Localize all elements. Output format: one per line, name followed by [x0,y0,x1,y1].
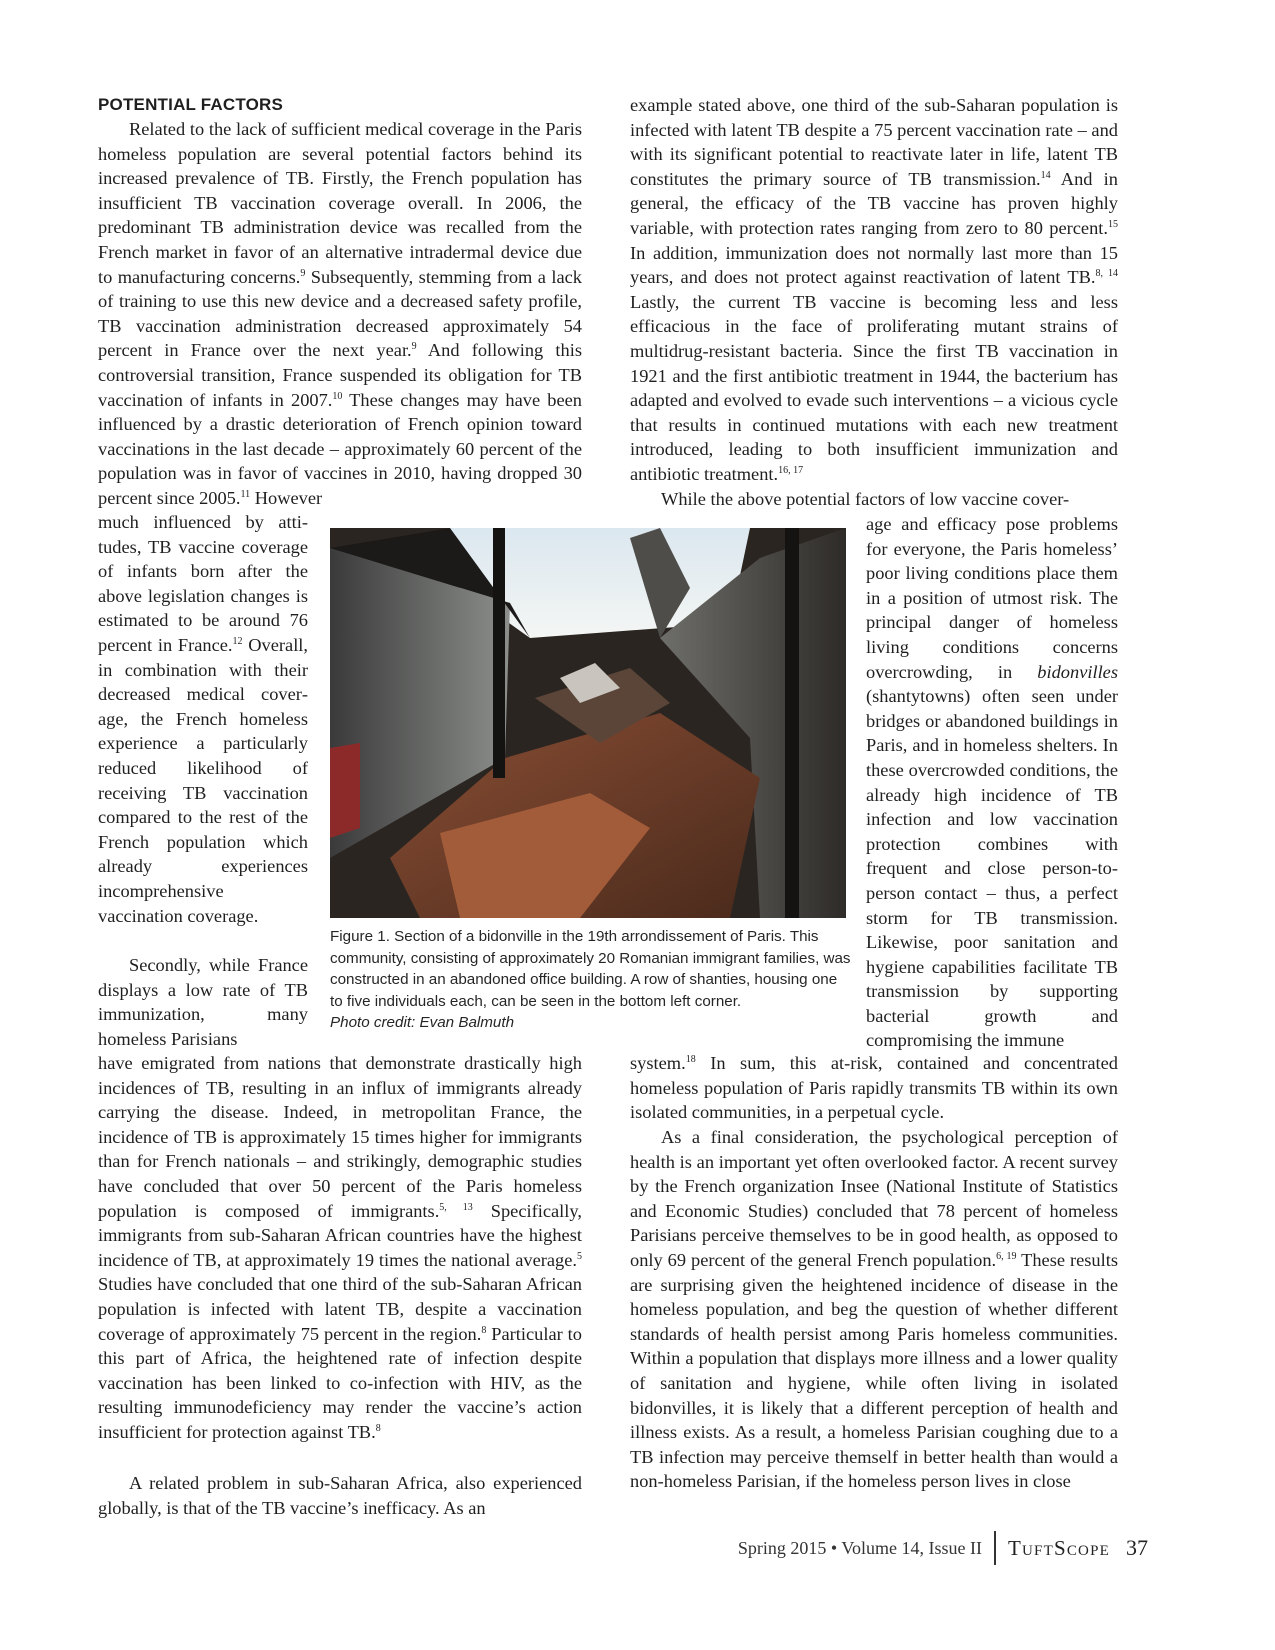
right-paragraph-2 [630,1051,1118,1125]
reference-marker: 10 [332,390,343,402]
photo-credit: Photo credit: Evan Balmuth [330,1014,515,1032]
section-heading: POTENTIAL FACTORS [98,95,284,114]
text-run: system. [630,1053,686,1073]
figure-caption [330,926,852,1034]
text-run: age and efficacy pose problems for everyone, the Paris homeless’ poor living conditions place them in a position of utmost risk. The principal danger of homeless living conditions concerns overcrowding, in [866,514,1118,682]
caption-text: Figure 1. Section of a bidonville in the 19th arrondissement of Paris. This community, consisting of approximately 20 Romanian immigrant families, was constructed in an abandoned office building. A row of shanties, housing one to five individuals each, can be seen in the bottom left corner. [330,928,851,1010]
page-footer [708,1528,1148,1568]
text-run: (shantytowns) often seen under bridges or abandoned buildings in Paris, and in homeless shelters. In these overcrowded conditions, the already high incidence of TB infection and low vaccination protection combines with frequent and close person-to-person contact – thus, a perfect storm for TB transmission. Likewise, poor sanitation and hygiene capabilities facilitate TB transmission by supporting bacterial growth and compromising the immune [866,686,1118,1051]
text-run: And following this controversial transition, France suspended its obligation for TB vaccination of infants in 2007. [98,340,582,410]
right-paragraph-2-lead: While the above potential factors of low vaccine cover- [661,489,1070,509]
reference-marker: 9 [411,341,417,353]
text-run: Related to the lack of sufficient medical coverage in the Paris homeless population are several potential factors behind its increased prevalence of TB. Firstly, the French population has insufficient TB vaccination coverage overall. In 2006, the predominant TB administration device was recalled from the French market in favor of an alternative intradermal device due to manufacturing concerns. [98,119,582,287]
right-wrap-paragraph [866,512,1118,1053]
left-paragraph-3: A related problem in sub-Saharan Africa, also experienced globally, is that of the TB vaccine’s inefficacy. As an [98,1473,582,1518]
reference-marker: 14 [1040,169,1051,181]
text-run: Subsequently, stemming from a lack of training to use this new device and a decreased safety profile, TB vaccination administration decreased approximately 54 percent in France over the next year. [98,266,582,361]
left-paragraph-2 [98,1051,582,1445]
text-run: However [250,487,323,508]
text-run: Specifically, immigrants from sub-Saharan African countries have the highest incidence of TB, at approximately 19 times the national average. [98,1200,582,1270]
reference-marker: 18 [685,1053,696,1065]
text-run: And in general, the efficacy of the TB vaccine has proven highly variable, with protection rates ranging from zero to 80 percent. [630,168,1118,238]
left-wrap-paragraph [98,510,308,928]
footer-divider [994,1531,996,1565]
reference-marker: 12 [232,635,243,647]
reference-marker: 8, 14 [1095,268,1118,280]
text-run: These results are surprising given the heightened incidence of disease in the homeless population, and beg the question of whether different standards of health persist among Paris homeless communities. Within a population that displays more illness and a lower quality of sanitation and hygiene, while often living in isolated bidonvilles, it is likely that a different perception of health and illness exists. As a result, a homeless Parisian coughing due to a TB infection may perceive themself in better health than would a non-homeless Parisian, if the homeless person lives in close [630,1249,1118,1492]
italic-term: bidonvilles [1037,661,1118,682]
reference-marker: 15 [1108,218,1118,230]
reference-marker: 5, 13 [439,1201,473,1213]
bidonville-photo [330,528,846,918]
text-run: have emigrated from nations that demonstrate drastically high incidences of TB, resulting in an influx of immigrants already carrying the disease. Indeed, in metropolitan France, the incidence of TB is approximately 15 times higher for immigrants than for French nationals – and strikingly, demographic studies have concluded that over 50 percent of the Paris homeless population is composed of immigrants. [98,1053,582,1221]
text-run: Studies have concluded that one third of the sub-Saharan African population is infected with latent TB, despite a vaccination coverage of approximately 75 percent in the region. [98,1274,582,1344]
wooden-post [493,528,505,778]
photo-illustration [330,528,846,918]
text-run: These changes may have been influenced by a drastic deterioration of French opinion toward vaccinations in the last decade – approximately 60 percent of the population was in favor of vaccines in 2010, having dropped 30 percent since 2005. [98,389,582,508]
reference-marker: 8 [375,1422,381,1434]
reference-marker: 11 [240,488,251,500]
reference-marker: 5 [577,1250,582,1262]
text-run: In addition, immunization does not normally last more than 15 years, and does not protect against reactivation of latent TB. [630,242,1118,288]
issue-label: Spring 2015 • Volume 14, Issue II [737,1537,982,1558]
reference-marker: 9 [300,267,306,279]
text-run: As a final consideration, the psychological perception of health is an important yet often overlooked factor. A recent survey by the French organization Insee (National Institute of Statistics and Economic Studies) concluded that 78 percent of homeless Parisians perceive themselves to be in good health, as opposed to only 69 percent of the general French population. [630,1127,1118,1270]
text-run: Lastly, the current TB vaccine is becoming less and less efficacious in the face of proliferating mutant strains of multidrug-resistant bacteria. Since the first TB vaccination in 1921 and the first antibiotic treatment in 1944, the bacterium has adapted and evolved to evade such interventions – a vicious cycle that results in continued mutations with each new treatment introduced, leading to both insufficient immunization and antibiotic treatment. [630,291,1118,484]
text-run: Particular to this part of Africa, the heightened rate of infection despite vaccination has been linked to co-infection with HIV, as the resulting immunodeficiency may render the vaccine’s action insufficient for protection against TB. [98,1323,582,1442]
red-fabric [330,743,360,838]
right-paragraph-1 [630,93,1118,487]
reference-marker: 16, 17 [778,464,804,476]
text-run: much influenced by attitudes, TB vaccine coverage of infants born after the above legislation changes is estimated to be around 76 percent in France. [98,512,308,655]
wooden-pillar [785,528,799,918]
reference-marker: 6, 19 [996,1250,1017,1262]
text-run: In sum, this at-risk, contained and concentrated homeless population of Paris rapidly transmits TB within its own isolated communities, in a perpetual cycle. [630,1053,1118,1123]
left-paragraph-2-wrap: Secondly, while France displays a low rate of TB immunization, many homeless Parisians [98,955,308,1049]
left-paragraph-1 [98,117,582,511]
reference-marker: 8 [481,1324,487,1336]
right-paragraph-3 [630,1125,1118,1494]
page-number: 37 [1126,1535,1148,1560]
journal-brand: TuftScope [1008,1535,1110,1560]
text-run: example stated above, one third of the sub-Saharan population is infected with latent TB despite a 75 percent vaccination rate – and with its significant potential to reactivate later in life, latent TB constitutes the primary source of TB transmission. [630,95,1118,189]
text-run: Overall, in combination with their decreased medical coverage, the French homeless experience a particularly reduced likelihood of receiving TB vaccination compared to the rest of the French population which already experiences incomprehensive vaccination coverage. [98,634,309,926]
